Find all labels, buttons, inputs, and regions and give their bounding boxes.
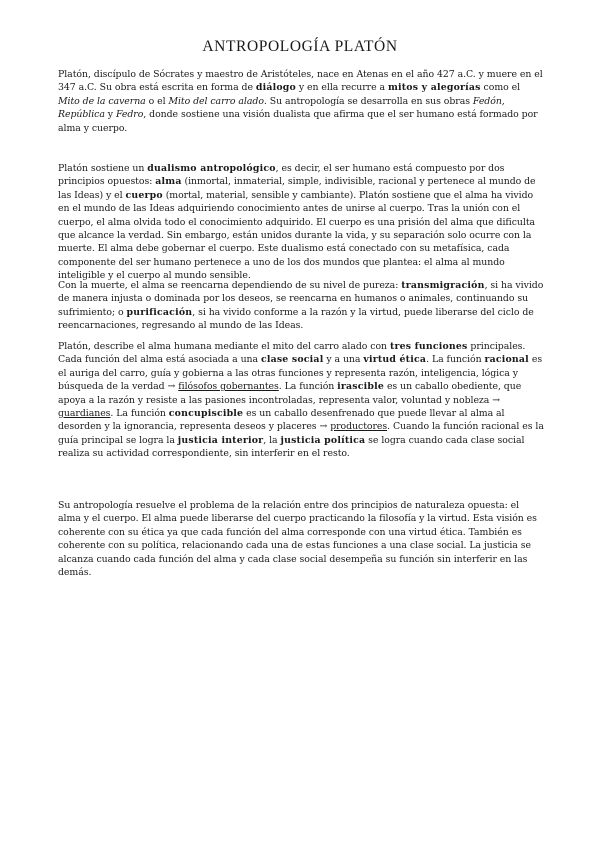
- bold-term: transmigración: [401, 280, 485, 291]
- text-run: (inmortal, inmaterial, simple, indivisible, racional y pertenece al mundo de las Ideas) y el: [58, 176, 536, 201]
- text-run: . La función: [426, 354, 485, 366]
- document-title: ANTROPOLOGÍA PLATÓN: [202, 38, 398, 55]
- text-run: o el: [145, 95, 169, 107]
- text-run: es un caballo desenfrenado que puede llevar al alma al desorden y la ignorancia, representa deseos y placeres →: [58, 408, 505, 433]
- paragraph-dualism: [58, 162, 544, 283]
- bold-term: diálogo: [255, 82, 296, 94]
- paragraph-intro: [58, 68, 544, 135]
- underlined-term: productores: [330, 421, 388, 433]
- text-run: . Su antropología se desarrolla en sus obras: [263, 95, 473, 107]
- bold-term: alma: [155, 176, 182, 188]
- text-run: Su antropología resuelve el problema de la relación entre dos principios de naturaleza opuesta: el alma y el cuerpo. El alma puede liberarse del cuerpo practicando la filosofía y la virtud. Esta visión es coherente con su ética ya que cada función del alma corresponde con una virtud ética. También es coherente con su política, relacionando cada una de estas funciones a una clase social. La justicia se alcanza cuando cada función del alma y cada clase social desempeña su función sin interferir en las demás.: [58, 500, 537, 579]
- bold-term: mitos y alegorías: [387, 82, 481, 94]
- underlined-term: filósofos gobernantes: [178, 381, 279, 393]
- underlined-term: guardianes: [58, 408, 111, 420]
- paragraph-death: [58, 279, 544, 333]
- bold-term: concupiscible: [168, 408, 244, 420]
- italic-title: Mito de la caverna: [58, 95, 146, 107]
- text-run: , la: [263, 434, 281, 446]
- italic-title: Fedro: [115, 109, 144, 121]
- italic-title: Mito del carro alado: [168, 95, 264, 107]
- text-run: , es decir, el ser humano está compuesto por dos principios opuestos:: [58, 163, 505, 188]
- bold-term: purificación: [126, 306, 193, 318]
- bold-term: tres funciones: [389, 341, 468, 352]
- bold-term: racional: [484, 354, 529, 366]
- text-run: Platón, discípulo de Sócrates y maestro de Aristóteles, nace en Atenas en el año 427 a.C. y muere en el 347 a.C. Su obra está escrita en forma de: [58, 69, 543, 94]
- text-run: Con la muerte, el alma se reencarna dependiendo de su nivel de pureza:: [58, 280, 402, 291]
- bold-term: clase social: [260, 354, 324, 366]
- text-run: Platón, describe el alma humana mediante el mito del carro alado con: [58, 341, 390, 352]
- text-run: como el: [480, 82, 521, 94]
- paragraph-chariot: [58, 340, 544, 461]
- bold-term: justicia política: [280, 434, 366, 446]
- text-run: se logra cuando cada clase social realiza su actividad correspondiente, sin interferir en el resto.: [58, 434, 525, 460]
- text-run: (mortal, material, sensible y cambiante). Platón sostiene que el alma ha vivido en el mundo de las Ideas adquiriendo conocimiento antes de unirse al cuerpo. Tras la unión con el cuerpo, el alma olvida todo el conocimiento adquirido. El cuerpo es una prisión del alma que dificulta que alcance la verdad. Sin embargo, están unidos durante la vida, y su separación solo ocurre con la muerte. El alma debe gobernar el cuerpo. Este dualismo está conectado con su metafísica, cada componente del ser humano pertenece a uno de los dos mundos que plantea: el alma al mundo inteligible y el cuerpo al mundo sensible.: [58, 189, 536, 282]
- text-run: y: [104, 109, 116, 121]
- bold-term: justicia interior: [177, 434, 264, 446]
- text-run: es el auriga del carro, guía y gobierna a las otras funciones y representa razón, inteligencia, lógica y búsqueda de la verdad →: [58, 354, 543, 393]
- text-run: Platón sostiene un: [58, 163, 148, 174]
- paragraph-conclusion: [58, 499, 544, 579]
- text-run: y a una: [323, 354, 364, 366]
- text-run: principales. Cada función del alma está asociada a una: [58, 341, 526, 366]
- text-run: es un caballo obediente, que apoya a la razón y resiste a las pasiones incontroladas, representa valor, voluntad y nobleza →: [58, 381, 522, 406]
- bold-term: cuerpo: [125, 189, 163, 201]
- text-run: . La función: [278, 381, 338, 393]
- bold-term: dualismo antropológico: [147, 163, 276, 174]
- text-run: . La función: [110, 408, 169, 420]
- text-run: , si ha vivido de manera injusta o dominada por los deseos, se reencarna en humanos o animales, continuando su sufrimiento; o: [58, 280, 544, 318]
- text-run: y en ella recurre a: [295, 82, 388, 94]
- text-run: , si ha vivido conforme a la razón y la virtud, puede liberarse del ciclo de reencarnaciones, regresando al mundo de las Ideas.: [58, 306, 534, 332]
- bold-term: virtud ética: [363, 354, 427, 366]
- bold-term: irascible: [337, 381, 385, 393]
- italic-title: Fedón, República: [58, 95, 505, 121]
- text-run: , donde sostiene una visión dualista que afirma que el ser humano está formado por alma y cuerpo.: [58, 109, 538, 134]
- text-run: . Cuando la función racional es la guía principal se logra la: [58, 421, 544, 446]
